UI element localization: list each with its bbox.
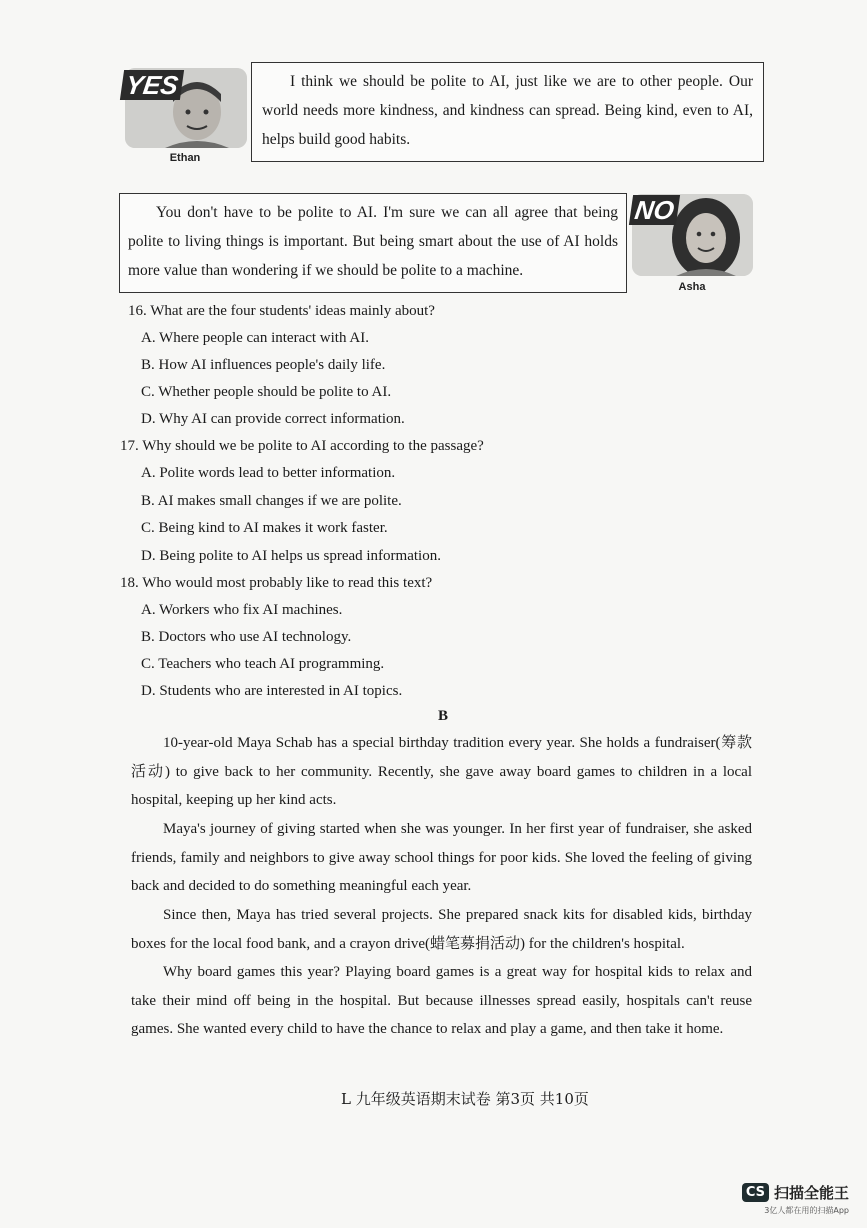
question-18-option-a: A. Workers who fix AI machines. xyxy=(141,602,343,618)
question-17-stem: 17. Why should we be polite to AI according to the passage? xyxy=(120,438,484,454)
asha-opinion-box xyxy=(119,193,627,293)
question-17-option-d: D. Being polite to AI helps us spread information. xyxy=(141,548,441,564)
passage-paragraph-3: Since then, Maya has tried several projects. She prepared snack kits for disabled kids, birthday boxes for the local food bank, and a crayon drive(蜡笔募捐活动) for the children's hospital. xyxy=(131,907,752,952)
question-17-option-a: A. Polite words lead to better information. xyxy=(141,465,396,481)
ethan-opinion-text: I think we should be polite to AI, just like we are to other people. Our world needs more kindness, and kindness can spread. Being kind, even to AI, helps build good habits. xyxy=(262,73,753,148)
question-18-option-d: D. Students who are interested in AI topics. xyxy=(141,683,403,699)
question-16-option-a: A. Where people can interact with AI. xyxy=(141,330,369,346)
asha-name: Asha xyxy=(678,281,706,293)
question-17-option-b: B. AI makes small changes if we are polite. xyxy=(141,493,402,509)
asha-opinion-text: You don't have to be polite to AI. I'm sure we can all agree that being polite to living things is important. But being smart about the use of AI holds more value than wondering if we should be polite to a machine. xyxy=(128,204,618,279)
passage-paragraph-1: 10-year-old Maya Schab has a special birthday tradition every year. She holds a fundraiser(筹款活动) to give back to her community. Recently, she gave away board games to children in a local hospital, keeping up her kind acts. xyxy=(131,735,752,808)
watermark-subtitle: 3亿人都在用的扫描App xyxy=(764,1206,849,1215)
passage-paragraph-2: Maya's journey of giving started when she was younger. In her first year of fundraiser, she asked friends, family and neighbors to give away school things for poor kids. She loved the feeling of giving back and decided to do something meaningful each year. xyxy=(131,821,752,894)
question-17-option-c: C. Being kind to AI makes it work faster. xyxy=(141,520,388,536)
cs-logo-icon: CS xyxy=(742,1183,769,1202)
question-18-option-b: B. Doctors who use AI technology. xyxy=(141,629,352,645)
scanner-watermark xyxy=(742,1182,849,1216)
question-16-stem: 16. What are the four students' ideas mainly about? xyxy=(128,303,435,319)
ethan-name: Ethan xyxy=(169,152,201,164)
no-stamp: NO xyxy=(629,195,680,225)
ethan-opinion-box xyxy=(251,62,764,162)
question-18-stem: 18. Who would most probably like to read this text? xyxy=(120,575,433,591)
watermark-title: 扫描全能王 xyxy=(773,1184,849,1202)
question-18-option-c: C. Teachers who teach AI programming. xyxy=(141,656,385,672)
question-16-option-b: B. How AI influences people's daily life. xyxy=(141,357,386,373)
question-16-option-c: C. Whether people should be polite to AI. xyxy=(141,384,392,400)
question-16-option-d: D. Why AI can provide correct information. xyxy=(141,411,405,427)
section-b-heading: B xyxy=(438,708,449,724)
yes-stamp: YES xyxy=(120,70,184,100)
page-footer: L 九年级英语期末试卷 第3页 共10页 xyxy=(341,1090,589,1108)
passage-paragraph-4: Why board games this year? Playing board games is a great way for hospital kids to relax and take their mind off being in the hospital. But because illnesses spread easily, hospitals can't reuse games. She wanted every child to have the chance to relax and play a game, and then take it home. xyxy=(131,964,752,1037)
